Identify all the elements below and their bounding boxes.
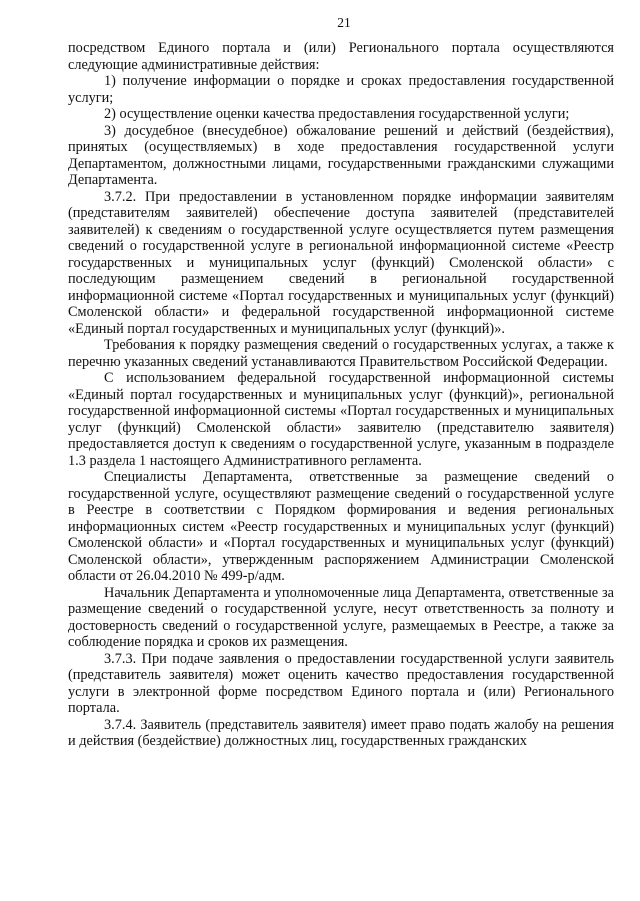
- paragraph-3-7-2: 3.7.2. При предоставлении в установленном порядке информации заявителям (представителям заявителей) обеспечение доступа заявителей (представителей заявителей) к сведениям о государственной услуге осуществляется путем размещения сведений о государственной услуге в региональной информационной системе «Реестр государственных и муниципальных услуг (функций) Смоленской области» с последующим размещением сведений в региональной государственной информационной системе «Портал государственных и муниципальных услуг (функций) Смоленской области» и федеральной государственной информационной системе «Единый портал государственных и муниципальных услуг (функций)».: [68, 188, 614, 337]
- paragraph-requirements: Требования к порядку размещения сведений о государственных услугах, а также к перечню указанных сведений устанавливаются Правительством Российской Федерации.: [68, 337, 614, 370]
- paragraph-3-7-3: 3.7.3. При подаче заявления о предоставлении государственной услуги заявитель (представитель заявителя) может оценить качество предоставления государственной услуги в электронной форме посредством Единого портала и (или) Регионального портала.: [68, 650, 614, 716]
- paragraph-list-item-3: 3) досудебное (внесудебное) обжалование решений и действий (бездействия), принятых (осуществляемых) в ходе предоставления государственной услуги Департаментом, должностными лицами, государственными гражданскими служащими Департамента.: [68, 122, 614, 188]
- paragraph-list-item-1: 1) получение информации о порядке и сроках предоставления государственной услуги;: [68, 73, 614, 106]
- paragraph-3-7-4: 3.7.4. Заявитель (представитель заявителя) имеет право подать жалобу на решения и действия (бездействие) должностных лиц, государственных гражданских: [68, 716, 614, 749]
- paragraph-portal-access: С использованием федеральной государственной информационной системы «Единый портал государственных и муниципальных услуг (функций)», региональной государственной информационной системы «Портал государственных и муниципальных услуг (функций) Смоленской области» заявителю (представителю заявителя) предоставляется доступ к сведениям о государственной услуге, указанным в подразделе 1.3 раздела 1 настоящего Административного регламента.: [68, 370, 614, 469]
- paragraph-head-responsibility: Начальник Департамента и уполномоченные лица Департамента, ответственные за размещение сведений о государственной услуге, несут ответственность за полноту и достоверность сведений о государственной услуге, размещаемых в Реестре, а также за соблюдение порядка и сроков их размещения.: [68, 584, 614, 650]
- document-body: [68, 40, 614, 750]
- paragraph-list-item-2: 2) осуществление оценки качества предоставления государственной услуги;: [104, 106, 570, 122]
- page-number: 21: [337, 15, 351, 30]
- paragraph-specialists: Специалисты Департамента, ответственные за размещение сведений о государственной услуге, осуществляют размещение сведений о государственной услуге в Реестре в соответствии с Порядком формирования и ведения региональных информационных систем «Реестр государственных и муниципальных услуг (функций) Смоленской области» и «Портал государственных и муниципальных услуг (функций) Смоленской области», утвержденным распоряжением Администрации Смоленской области от 26.04.2010 № 499-р/адм.: [68, 469, 614, 584]
- paragraph-continuation: посредством Единого портала и (или) Регионального портала осуществляются следующие административные действия:: [68, 40, 614, 73]
